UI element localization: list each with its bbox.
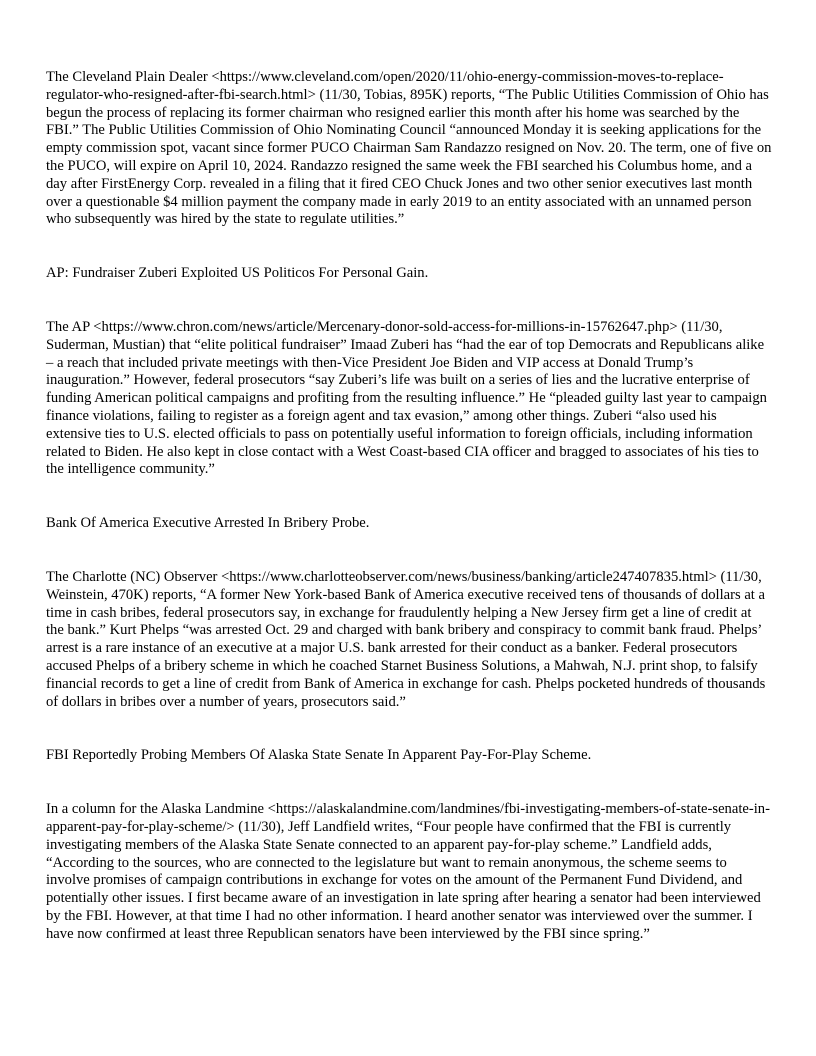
headline-alaska-senate: FBI Reportedly Probing Members Of Alaska State Senate In Apparent Pay-For-Play Scheme. xyxy=(46,747,592,764)
spacer xyxy=(46,765,772,801)
spacer xyxy=(46,283,772,319)
document-page xyxy=(46,69,772,943)
headline-zuberi: AP: Fundraiser Zuberi Exploited US Politicos For Personal Gain. xyxy=(46,265,429,282)
spacer xyxy=(46,533,772,569)
spacer xyxy=(46,479,772,515)
spacer xyxy=(46,711,772,747)
spacer xyxy=(46,229,772,265)
article-paragraph-plain-dealer: The Cleveland Plain Dealer <https://www.cleveland.com/open/2020/11/ohio-energy-commission-moves-to-replace-regulator-who-resigned-after-fbi-search.html> (11/30, Tobias, 895K) reports, “The Public Utilities Commission of Ohio has begun the process of replacing its former chairman who resigned earlier this month after his home was searched by the FBI.” The Public Utilities Commission of Ohio Nominating Council “announced Monday it is seeking applications for the empty commission spot, vacant since former PUCO Chairman Sam Randazzo resigned on Nov. 20. The term, one of five on the PUCO, will expire on April 10, 2024. Randazzo resigned the same week the FBI searched his Columbus home, and a day after FirstEnergy Corp. revealed in a filing that it fired CEO Chuck Jones and two other senior executives last month over a questionable $4 million payment the company made in early 2019 to an entity associated with an unnamed person who subsequently was hired by the state to regulate utilities.” xyxy=(46,69,772,228)
article-paragraph-ap-zuberi: The AP <https://www.chron.com/news/article/Mercenary-donor-sold-access-for-millions-in-15762647.php> (11/30, Suderman, Mustian) that “elite political fundraiser” Imaad Zuberi has “had the ear of top Democrats and Republicans alike – a reach that included private meetings with then-Vice President Joe Biden and VIP access at Donald Trump’s inauguration.” However, federal prosecutors “say Zuberi’s life was built on a series of lies and the lucrative enterprise of funding American political campaigns and profiting from the resulting influence.” He “pleaded guilty last year to campaign finance violations, failing to register as a foreign agent and tax evasion,” among other things. Zuberi “also used his extensive ties to U.S. elected officials to pass on potentially useful information to foreign officials, including information related to Biden. He also kept in close contact with a West Coast-based CIA officer and bragged to associates of his ties to the intelligence community.” xyxy=(46,318,767,478)
article-paragraph-charlotte-observer: The Charlotte (NC) Observer <https://www.charlotteobserver.com/news/business/banking/article247407835.html> (11/30, Weinstein, 470K) reports, “A former New York-based Bank of America executive received tens of thousands of dollars at a time in cash bribes, federal prosecutors say, in exchange for fraudulently helping a New Jersey firm get a line of credit at the bank.” Kurt Phelps “was arrested Oct. 29 and charged with bank bribery and conspiracy to commit bank fraud. Phelps’ arrest is a rare instance of an executive at a major U.S. bank arrested for their conduct as a banker. Federal prosecutors accused Phelps of a bribery scheme in which he coached Starnet Business Solutions, a Mahwah, N.J. print shop, to falsify financial records to get a line of credit from Bank of America in exchange for cash. Phelps pocketed hundreds of thousands of dollars in bribes over a number of years, prosecutors said.” xyxy=(46,568,766,710)
article-paragraph-alaska-landmine: In a column for the Alaska Landmine <https://alaskalandmine.com/landmines/fbi-investigating-members-of-state-senate-in-apparent-pay-for-play-scheme/> (11/30), Jeff Landfield writes, “Four people have confirmed that the FBI is currently investigating members of the Alaska State Senate connected to an apparent pay-for-play scheme.” Landfield adds, “According to the sources, who are connected to the legislature but want to remain anonymous, the scheme seems to involve promises of campaign contributions in exchange for votes on the amount of the Permanent Fund Dividend, and potentially other issues. I first became aware of an investigation in late spring after hearing a senator had been interviewed by the FBI. However, at that time I had no other information. I heard another senator was interviewed over the summer. I have now confirmed at least three Republican senators have been interviewed by the FBI since spring.” xyxy=(46,801,770,942)
headline-bank-of-america: Bank Of America Executive Arrested In Bribery Probe. xyxy=(46,515,370,532)
